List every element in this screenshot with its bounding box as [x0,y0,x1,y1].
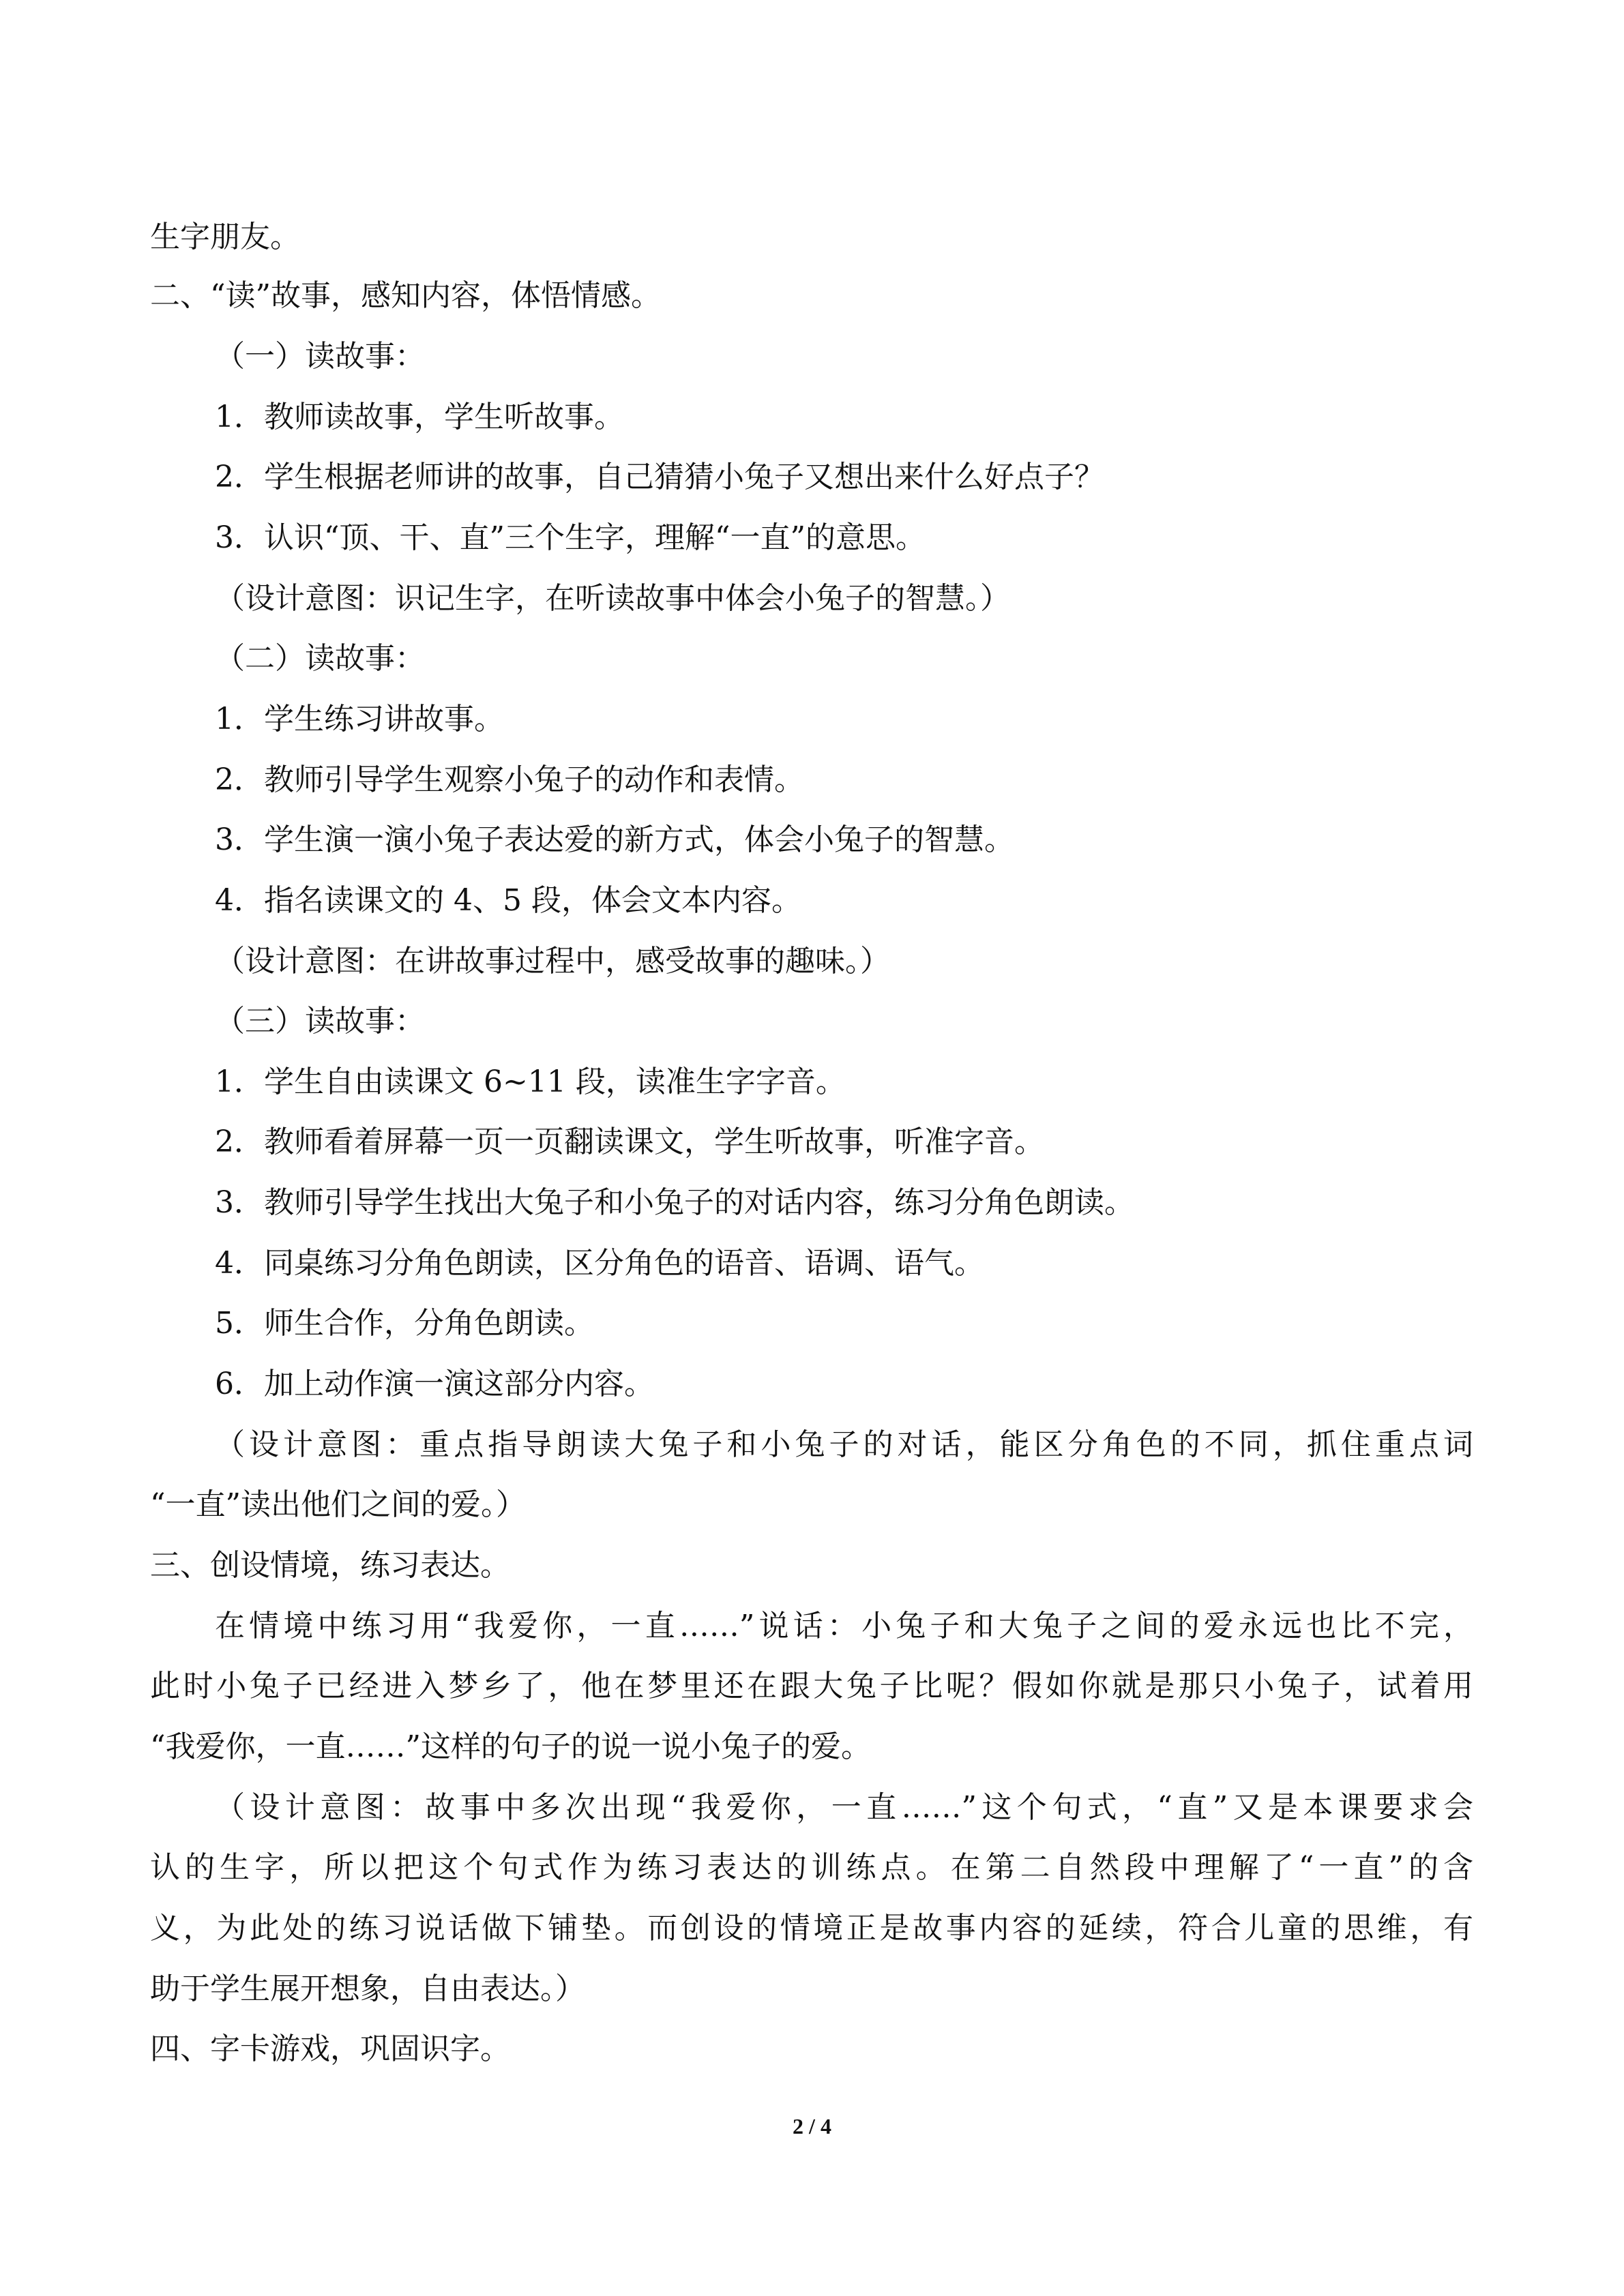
text-line: 生字朋友。 [150,220,300,254]
section-heading: 二、“读”故事，感知内容，体悟情感。 [150,278,661,313]
design-intent-note: （设计意图：识记生字，在听读故事中体会小兔子的智慧。） [215,581,1010,616]
subsection-heading: （三）读故事： [215,1004,425,1039]
design-intent-note: “一直”读出他们之间的爱。） [150,1487,526,1522]
list-item: 4．同桌练习分角色朗读，区分角色的语音、语调、语气。 [215,1246,984,1281]
paragraph-line: “我爱你，一直……”这样的句子的说一说小兔子的爱。 [150,1729,871,1764]
list-item: 3．认识“顶、干、直”三个生字，理解“一直”的意思。 [215,520,926,555]
design-intent-note: 义，为此处的练习说话做下铺垫。而创设的情境正是故事内容的延续，符合儿童的思维，有 [150,1911,1473,1945]
list-item: 3．学生演一演小兔子表达爱的新方式，体会小兔子的智慧。 [215,822,1014,857]
list-item: 2．教师看着屏幕一页一页翻读课文，学生听故事，听准字音。 [215,1124,1044,1159]
section-heading: 三、创设情境，练习表达。 [150,1548,510,1583]
design-intent-note: 认的生字，所以把这个句式作为练习表达的训练点。在第二自然段中理解了“一直”的含 [150,1850,1473,1885]
design-intent-note: （设计意图：在讲故事过程中，感受故事的趣味。） [215,944,890,979]
design-intent-note: （设计意图：重点指导朗读大兔子和小兔子的对话，能区分角色的不同，抓住重点词 [215,1427,1473,1462]
list-item: 1．学生练习讲故事。 [215,702,504,736]
list-item: 2．学生根据老师讲的故事，自己猜猜小兔子又想出来什么好点子？ [215,460,1104,494]
design-intent-note: （设计意图：故事中多次出现“我爱你，一直……”这个句式，“直”又是本课要求会 [215,1790,1473,1825]
paragraph-line: 在情境中练习用“我爱你，一直……”说话：小兔子和大兔子之间的爱永远也比不完， [215,1609,1473,1643]
section-heading: 四、字卡游戏，巩固识字。 [150,2031,510,2066]
design-intent-note: 助于学生展开想象，自由表达。） [150,1971,585,2006]
list-item: 5．师生合作，分角色朗读。 [215,1306,594,1341]
subsection-heading: （二）读故事： [215,641,425,676]
list-item: 4．指名读课文的 4、5 段，体会文本内容。 [215,883,801,918]
list-item: 3．教师引导学生找出大兔子和小兔子的对话内容，练习分角色朗读。 [215,1185,1134,1220]
list-item: 6．加上动作演一演这部分内容。 [215,1367,654,1401]
list-item: 2．教师引导学生观察小兔子的动作和表情。 [215,762,804,797]
list-item: 1．教师读故事，学生听故事。 [215,400,624,434]
list-item: 1．学生自由读课文 6~11 段，读准生字字音。 [215,1064,846,1099]
paragraph-line: 此时小兔子已经进入梦乡了，他在梦里还在跟大兔子比呢？假如你就是那只小兔子，试着用 [150,1669,1473,1703]
page-number: 2 / 4 [793,2114,831,2138]
subsection-heading: （一）读故事： [215,339,425,374]
